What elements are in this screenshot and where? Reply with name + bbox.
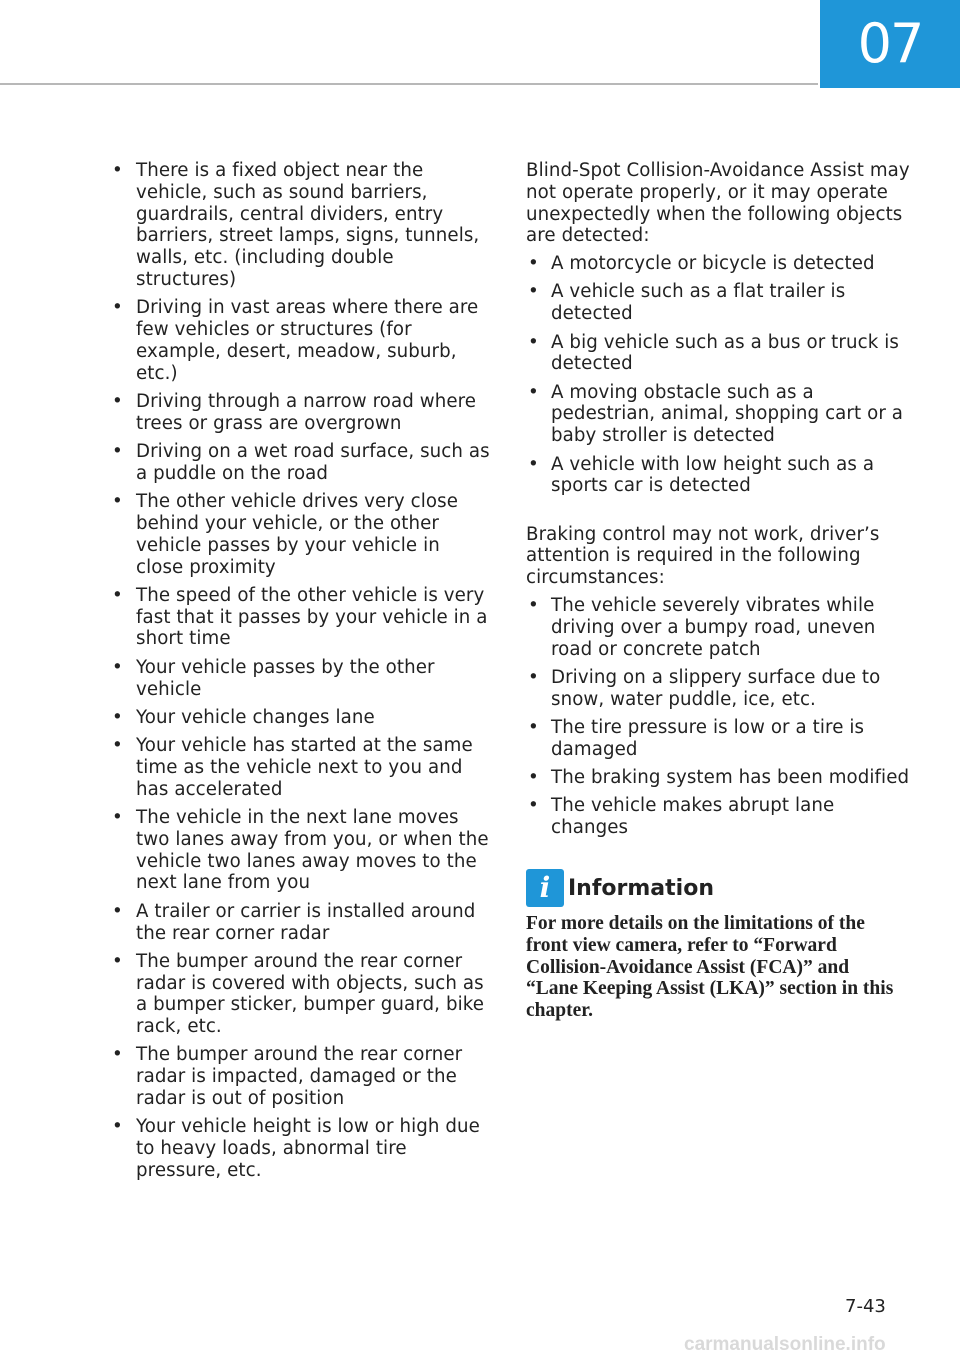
- list-item: [526, 281, 916, 325]
- list-item: [526, 795, 916, 839]
- information-title: Information: [568, 875, 714, 901]
- bullet-icon: •: [528, 666, 539, 688]
- list-item: [526, 595, 916, 660]
- bullet-icon: •: [528, 795, 539, 817]
- list-item-text: A motorcycle or bicycle is detected: [551, 253, 875, 275]
- bullet-icon: •: [112, 900, 123, 922]
- list-item-text: A vehicle with low height such as a sports car is detected: [551, 453, 875, 497]
- list-item: [110, 807, 490, 894]
- left-column: [110, 160, 490, 1188]
- list-item: [526, 667, 916, 711]
- list-item-text: The vehicle makes abrupt lane changes: [551, 795, 835, 839]
- list-item-text: The tire pressure is low or a tire is damaged: [551, 717, 865, 760]
- list-item-text: A big vehicle such as a bus or truck is detected: [551, 331, 899, 375]
- right-column: [526, 160, 916, 1022]
- bullet-icon: •: [112, 656, 123, 678]
- list-item: [110, 441, 490, 485]
- list-item-text: A vehicle such as a flat trailer is detected: [551, 281, 846, 325]
- list-item-text: The vehicle severely vibrates while driving over a bumpy road, uneven road or concrete patch: [551, 595, 876, 660]
- bullet-icon: •: [112, 584, 123, 606]
- list-item: [110, 391, 490, 435]
- intro-paragraph: Blind-Spot Collision-Avoidance Assist may not operate properly, or it may operate unexpectedly when the following objects are detected:: [526, 160, 910, 247]
- bullet-icon: •: [112, 1116, 123, 1138]
- bullet-icon: •: [528, 331, 539, 353]
- list-item-text: Driving on a slippery surface due to snow, water puddle, ice, etc.: [551, 666, 881, 710]
- list-item: [110, 707, 490, 729]
- bullet-icon: •: [112, 390, 123, 412]
- information-icon: [526, 869, 564, 907]
- bullet-icon: •: [528, 717, 539, 739]
- bullet-icon: •: [112, 807, 123, 829]
- list-item-text: Driving in vast areas where there are few vehicles or structures (for example, desert, meadow, suburb, etc.): [136, 297, 479, 384]
- list-item: [110, 735, 490, 800]
- bullet-icon: •: [528, 453, 539, 475]
- list-item-text: The bumper around the rear corner radar is impacted, damaged or the radar is out of position: [136, 1044, 463, 1110]
- bullet-icon: •: [112, 441, 123, 463]
- information-body: For more details on the limitations of the front view camera, refer to “Forward Collision-Avoidance Assist (FCA)” and “Lane Keeping Assist (LKA)” section in this chapter.: [526, 913, 894, 1022]
- list-item-text: There is a fixed object near the vehicle, such as sound barriers, guardrails, central dividers, entry barriers, street lamps, signs, tunnels, walls, etc. (including double structures): [136, 160, 480, 290]
- bullet-icon: •: [112, 1044, 123, 1066]
- bullet-icon: •: [528, 595, 539, 617]
- left-bullet-list: [110, 160, 490, 1182]
- bullet-icon: •: [528, 767, 539, 789]
- bullet-icon: •: [112, 160, 123, 181]
- list-item: [110, 585, 490, 650]
- bullet-icon: •: [112, 297, 123, 319]
- list-item: [526, 253, 916, 275]
- list-item-text: The braking system has been modified: [551, 767, 910, 789]
- list-item-text: The other vehicle drives very close behind your vehicle, or the other vehicle passes by your vehicle in close proximity: [136, 491, 459, 578]
- bullet-icon: •: [528, 253, 539, 275]
- chapter-number: 07: [857, 12, 923, 75]
- list-item: [526, 767, 916, 789]
- bullet-icon: •: [112, 950, 123, 972]
- list-item-text: The vehicle in the next lane moves two lanes away from you, or when the vehicle two lanes away moves to the next lane from you: [136, 807, 489, 894]
- list-item: [110, 901, 490, 945]
- list-item: [526, 454, 916, 498]
- braking-conditions-list: [526, 595, 916, 839]
- list-item-text: Your vehicle height is low or high due to heavy loads, abnormal tire pressure, etc.: [136, 1116, 480, 1181]
- bullet-icon: •: [112, 491, 123, 513]
- detected-objects-list: [526, 253, 916, 497]
- watermark: carmanualsonline.info: [684, 1334, 886, 1355]
- list-item-text: Your vehicle passes by the other vehicle: [136, 656, 435, 700]
- list-item: [110, 1044, 490, 1109]
- bullet-icon: •: [528, 281, 539, 303]
- bullet-icon: •: [528, 381, 539, 403]
- header-rule: [0, 83, 818, 85]
- braking-paragraph: Braking control may not work, driver’s attention is required in the following circumstances:: [526, 523, 880, 589]
- list-item-text: A trailer or carrier is installed around the rear corner radar: [136, 900, 476, 944]
- information-header: [526, 869, 916, 907]
- page-number: 7-43: [845, 1296, 886, 1317]
- list-item-text: Driving through a narrow road where trees or grass are overgrown: [136, 390, 477, 434]
- list-item-text: Your vehicle changes lane: [136, 706, 375, 728]
- list-item: [110, 160, 490, 291]
- chapter-tab: [820, 0, 960, 88]
- spacer: [526, 504, 916, 524]
- list-item: [526, 332, 916, 376]
- list-item: [110, 657, 490, 701]
- list-item: [110, 491, 490, 578]
- information-icon-glyph: i: [539, 871, 551, 905]
- list-item: [110, 297, 490, 384]
- list-item-text: The bumper around the rear corner radar is covered with objects, such as a bumper sticker, bumper guard, bike rack, etc.: [136, 950, 485, 1038]
- list-item-text: A moving obstacle such as a pedestrian, animal, shopping cart or a baby stroller is detected: [551, 381, 904, 447]
- list-item: [526, 382, 916, 447]
- list-item-text: Driving on a wet road surface, such as a puddle on the road: [136, 441, 490, 484]
- list-item-text: The speed of the other vehicle is very fast that it passes by your vehicle in a short time: [136, 584, 488, 650]
- list-item: [110, 1116, 490, 1181]
- list-item-text: Your vehicle has started at the same time as the vehicle next to you and has accelerated: [136, 735, 473, 800]
- list-item: [526, 717, 916, 761]
- bullet-icon: •: [112, 735, 123, 757]
- bullet-icon: •: [112, 706, 123, 728]
- list-item: [110, 951, 490, 1038]
